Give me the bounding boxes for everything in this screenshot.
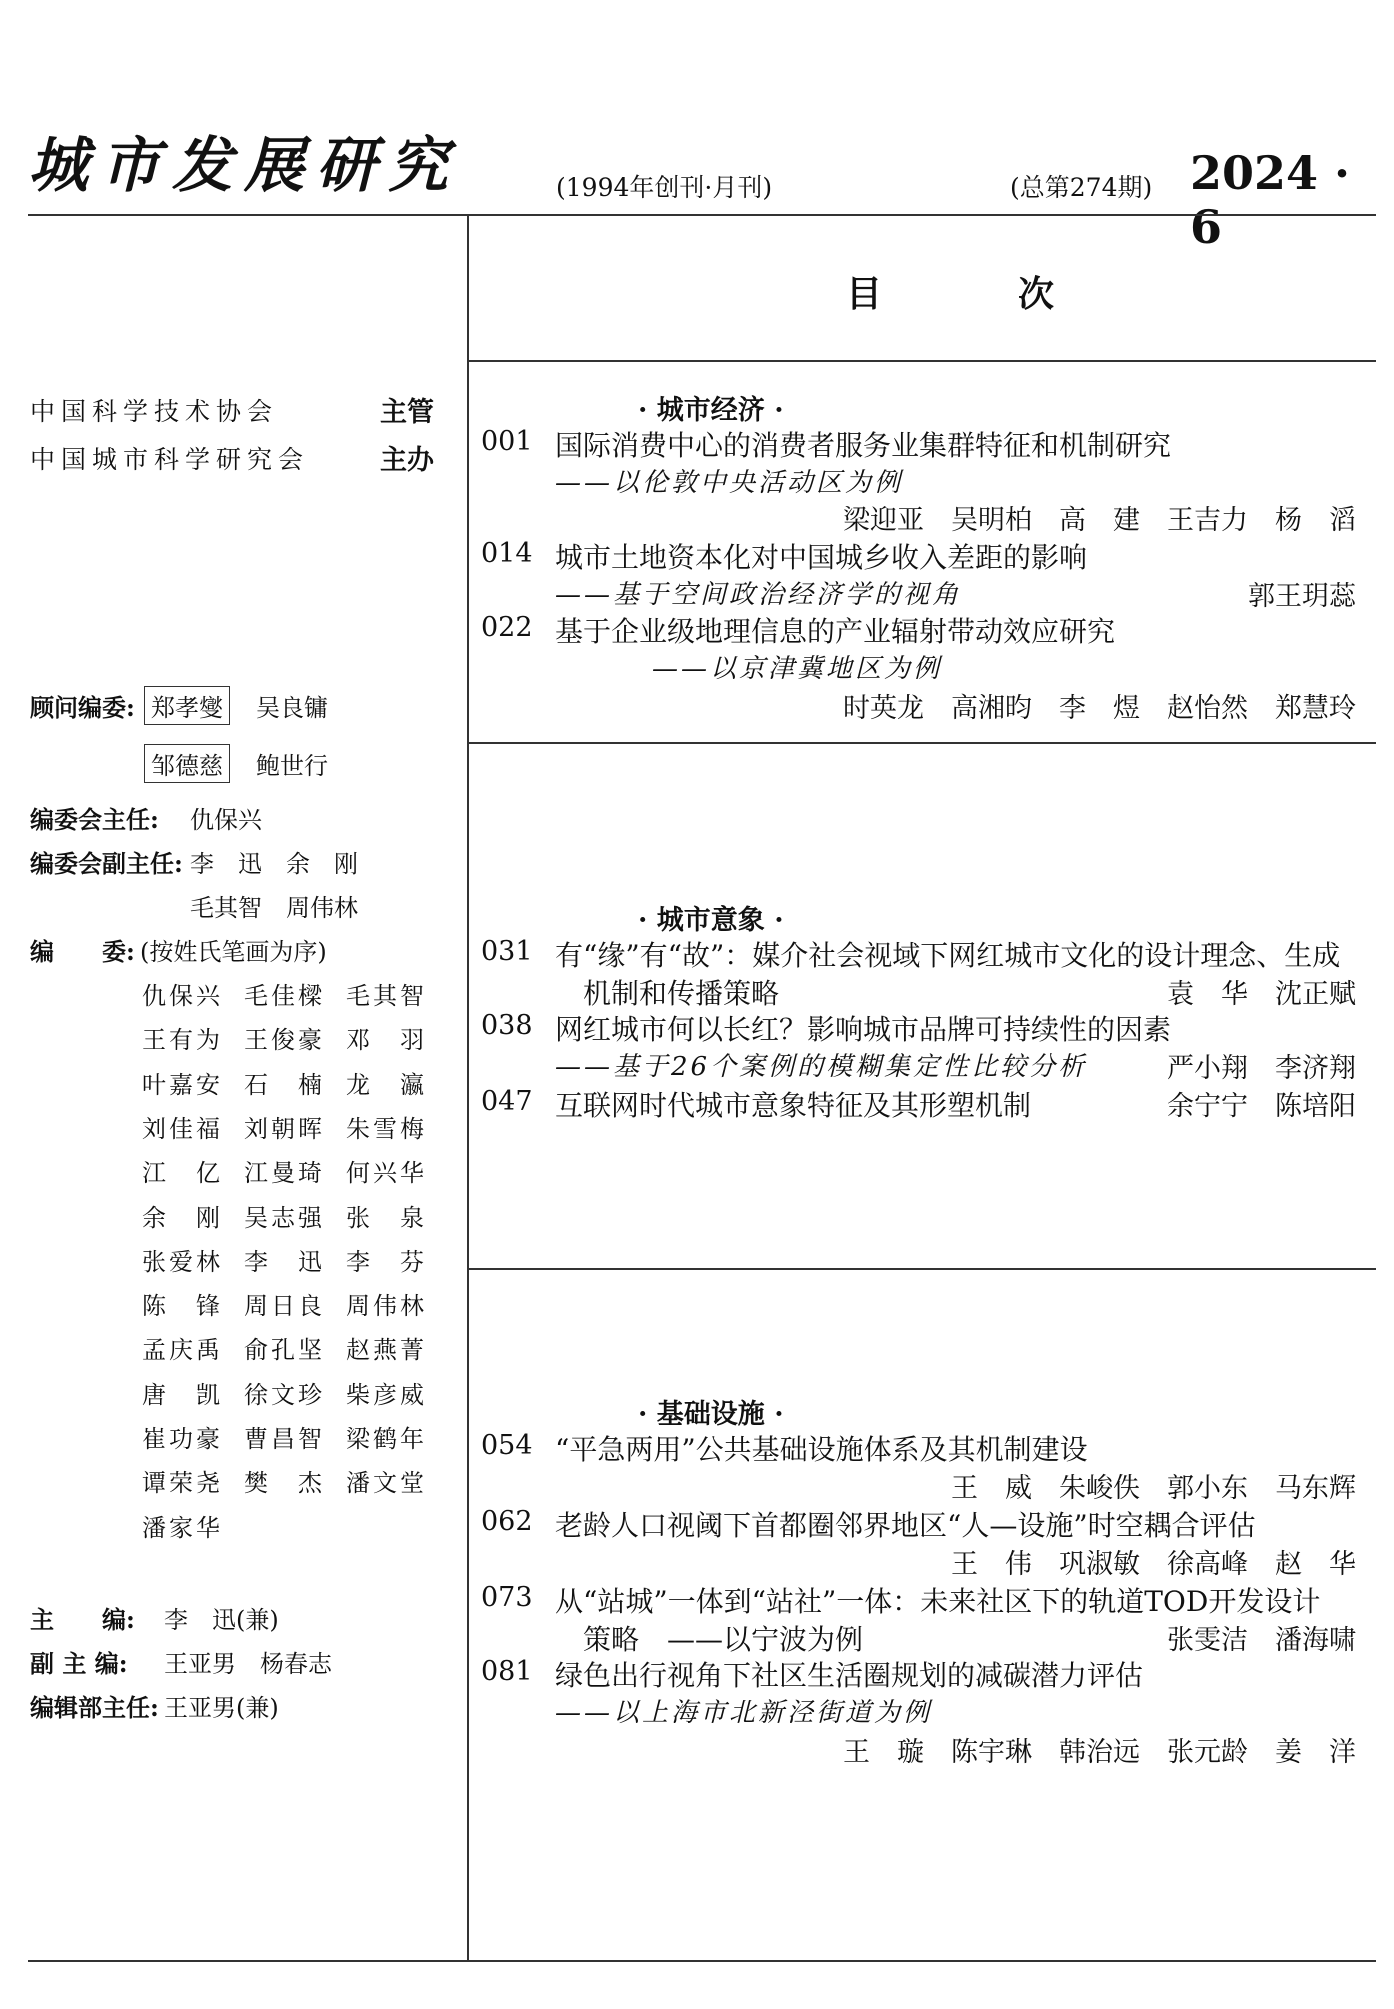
- article-title[interactable]: 从“站城”一体到“站社”一体：未来社区下的轨道TOD开发设计: [555, 1585, 1321, 1618]
- article-authors: 王 伟 巩淑敏 徐高峰 赵 华: [951, 1549, 1356, 1580]
- advisor-name: 鲍世行: [256, 752, 328, 780]
- article-title[interactable]: 国际消费中心的消费者服务业集群特征和机制研究: [555, 429, 1172, 462]
- article-subtitle: ——以京津冀地区为例: [652, 654, 943, 684]
- founded-note: (1994年创刊·月刊): [556, 173, 773, 202]
- member-name: 周伟林: [346, 1292, 424, 1321]
- members-note: (按姓氏笔画为序): [140, 938, 327, 966]
- member-name: 赵燕菁: [346, 1336, 424, 1365]
- article-subtitle: ——以伦敦中央活动区为例: [555, 468, 904, 498]
- member-name: 谭荣尧: [142, 1469, 220, 1498]
- member-name: 陈 锋: [142, 1292, 220, 1321]
- section-heading: · 城市经济 ·: [638, 395, 784, 426]
- members-label: 编 委:: [30, 937, 135, 966]
- member-name: 何兴华: [346, 1159, 424, 1188]
- member-name: 张 泉: [346, 1203, 424, 1232]
- office-label: 编辑部主任:: [30, 1693, 159, 1722]
- article-title[interactable]: 城市土地资本化对中国城乡收入差距的影响: [555, 541, 1088, 574]
- journal-title: 城市发展研究: [28, 131, 460, 201]
- member-name: 孟庆禹: [142, 1336, 220, 1365]
- article-authors: 郭王玥蕊: [1248, 581, 1356, 612]
- member-name: 徐文珍: [244, 1380, 322, 1409]
- member-name: 毛其智: [346, 982, 424, 1010]
- page-number: 081: [481, 1656, 533, 1687]
- article-authors: 袁 华 沈正赋: [1167, 979, 1356, 1010]
- member-name: 毛佳樑: [244, 982, 322, 1010]
- advisor-name: 郑孝燮: [144, 686, 230, 725]
- office-name: 王亚男(兼): [164, 1694, 279, 1722]
- member-name: 崔功豪: [142, 1425, 220, 1453]
- member-name: 周日良: [244, 1292, 322, 1321]
- org-role: 主管: [380, 397, 434, 428]
- toc-rule-2: [467, 742, 1376, 744]
- page-number: 031: [481, 936, 533, 967]
- article-authors: 王 威 朱峻佚 郭小东 马东辉: [951, 1473, 1356, 1504]
- advisor-name: 邹德慈: [144, 744, 230, 783]
- article-title-continued[interactable]: 策略 ——以宁波为例: [583, 1623, 864, 1656]
- member-name: 余 刚: [142, 1203, 220, 1232]
- member-name: 张爱林: [142, 1247, 220, 1276]
- page-number: 047: [481, 1086, 533, 1117]
- editor-label: 主 编:: [30, 1605, 135, 1634]
- vice-chair-names: 李 迅 余 刚: [190, 850, 358, 878]
- member-name: 柴彦威: [346, 1380, 424, 1409]
- page-number: 022: [481, 612, 533, 643]
- chair-label: 编委会主任:: [30, 805, 159, 834]
- issue-total: (总第274期): [1010, 173, 1153, 202]
- page-number: 062: [481, 1506, 533, 1537]
- member-name: 梁鹤年: [346, 1425, 424, 1453]
- vice-chair-names: 毛其智 周伟林: [190, 894, 358, 922]
- member-name: 曹昌智: [244, 1425, 322, 1453]
- member-name: 唐 凯: [142, 1380, 220, 1409]
- page-number: 038: [481, 1010, 533, 1041]
- article-title[interactable]: 绿色出行视角下社区生活圈规划的减碳潜力评估: [555, 1659, 1144, 1692]
- member-name: 仇保兴: [142, 982, 220, 1010]
- article-subtitle: ——基于26个案例的模糊集定性比较分析: [555, 1052, 1088, 1082]
- toc-rule-1: [467, 360, 1376, 362]
- page-number: 054: [481, 1430, 533, 1461]
- vice-chair-label: 编委会副主任:: [30, 849, 183, 878]
- article-authors: 时英龙 高湘昀 李 煜 赵怡然 郑慧玲: [843, 693, 1356, 724]
- page-number: 014: [481, 538, 533, 569]
- article-authors: 王 璇 陈宇琳 韩治远 张元龄 姜 洋: [843, 1737, 1356, 1768]
- article-authors: 张雯洁 潘海啸: [1167, 1625, 1356, 1656]
- deputy-label: 副 主 编:: [30, 1649, 128, 1678]
- member-name: 吴志强: [244, 1203, 322, 1232]
- section-heading: · 基础设施 ·: [638, 1399, 784, 1430]
- article-title[interactable]: 老龄人口视阈下首都圈邻界地区“人—设施”时空耦合评估: [555, 1509, 1256, 1542]
- member-name: 朱雪梅: [346, 1114, 424, 1143]
- member-name: 龙 瀛: [346, 1070, 424, 1099]
- article-authors: 余宁宁 陈培阳: [1167, 1091, 1356, 1122]
- page-number: 073: [481, 1582, 533, 1613]
- chair-name: 仇保兴: [190, 806, 262, 834]
- advisor-name: 吴良镛: [256, 694, 328, 722]
- article-title-continued[interactable]: 机制和传播策略: [583, 977, 780, 1010]
- member-name: 石 楠: [244, 1070, 322, 1099]
- org-name: 中国科学技术协会: [30, 397, 279, 426]
- deputy-names: 王亚男 杨春志: [164, 1650, 332, 1678]
- member-name: 叶嘉安: [142, 1070, 220, 1099]
- member-name: 江曼琦: [244, 1159, 322, 1188]
- column-divider: [467, 214, 469, 1960]
- article-title[interactable]: 互联网时代城市意象特征及其形塑机制: [555, 1089, 1032, 1122]
- member-name: 王有为: [142, 1026, 220, 1055]
- member-name: 俞孔坚: [244, 1336, 322, 1365]
- page-number: 001: [481, 426, 533, 457]
- member-name: 潘文堂: [346, 1469, 424, 1498]
- advisors-label: 顾问编委:: [30, 693, 135, 722]
- year-issue: 2024 · 6: [1190, 146, 1351, 254]
- article-title[interactable]: 基于企业级地理信息的产业辐射带动效应研究: [555, 615, 1116, 648]
- article-title[interactable]: 有“缘”有“故”：媒介社会视域下网红城市文化的设计理念、生成: [555, 939, 1341, 972]
- toc-rule-3: [467, 1268, 1376, 1270]
- article-subtitle: ——基于空间政治经济学的视角: [555, 580, 962, 610]
- article-subtitle: ——以上海市北新泾街道为例: [555, 1698, 933, 1728]
- member-name: 邓 羽: [346, 1026, 424, 1055]
- member-name: 李 迅: [244, 1247, 322, 1276]
- member-name: 樊 杰: [244, 1469, 322, 1498]
- member-name: 王俊豪: [244, 1026, 322, 1055]
- member-name: 刘朝晖: [244, 1114, 322, 1143]
- article-authors: 梁迎亚 吴明柏 高 建 王吉力 杨 滔: [843, 505, 1356, 536]
- header-rule: [28, 214, 1376, 216]
- article-title[interactable]: 网红城市何以长红？影响城市品牌可持续性的因素: [555, 1013, 1172, 1046]
- toc-title: 目 次: [846, 273, 1105, 315]
- org-role: 主办: [380, 445, 434, 476]
- member-name: 李 芬: [346, 1247, 424, 1276]
- article-title[interactable]: “平急两用”公共基础设施体系及其机制建设: [555, 1433, 1088, 1466]
- footer-rule: [28, 1960, 1376, 1962]
- section-heading: · 城市意象 ·: [638, 905, 784, 936]
- editor-name: 李 迅(兼): [164, 1606, 279, 1634]
- org-name: 中国城市科学研究会: [30, 445, 310, 474]
- member-name: 江 亿: [142, 1159, 220, 1188]
- member-name: 刘佳福: [142, 1114, 220, 1143]
- member-name: 潘家华: [142, 1513, 220, 1542]
- article-authors: 严小翔 李济翔: [1167, 1053, 1356, 1084]
